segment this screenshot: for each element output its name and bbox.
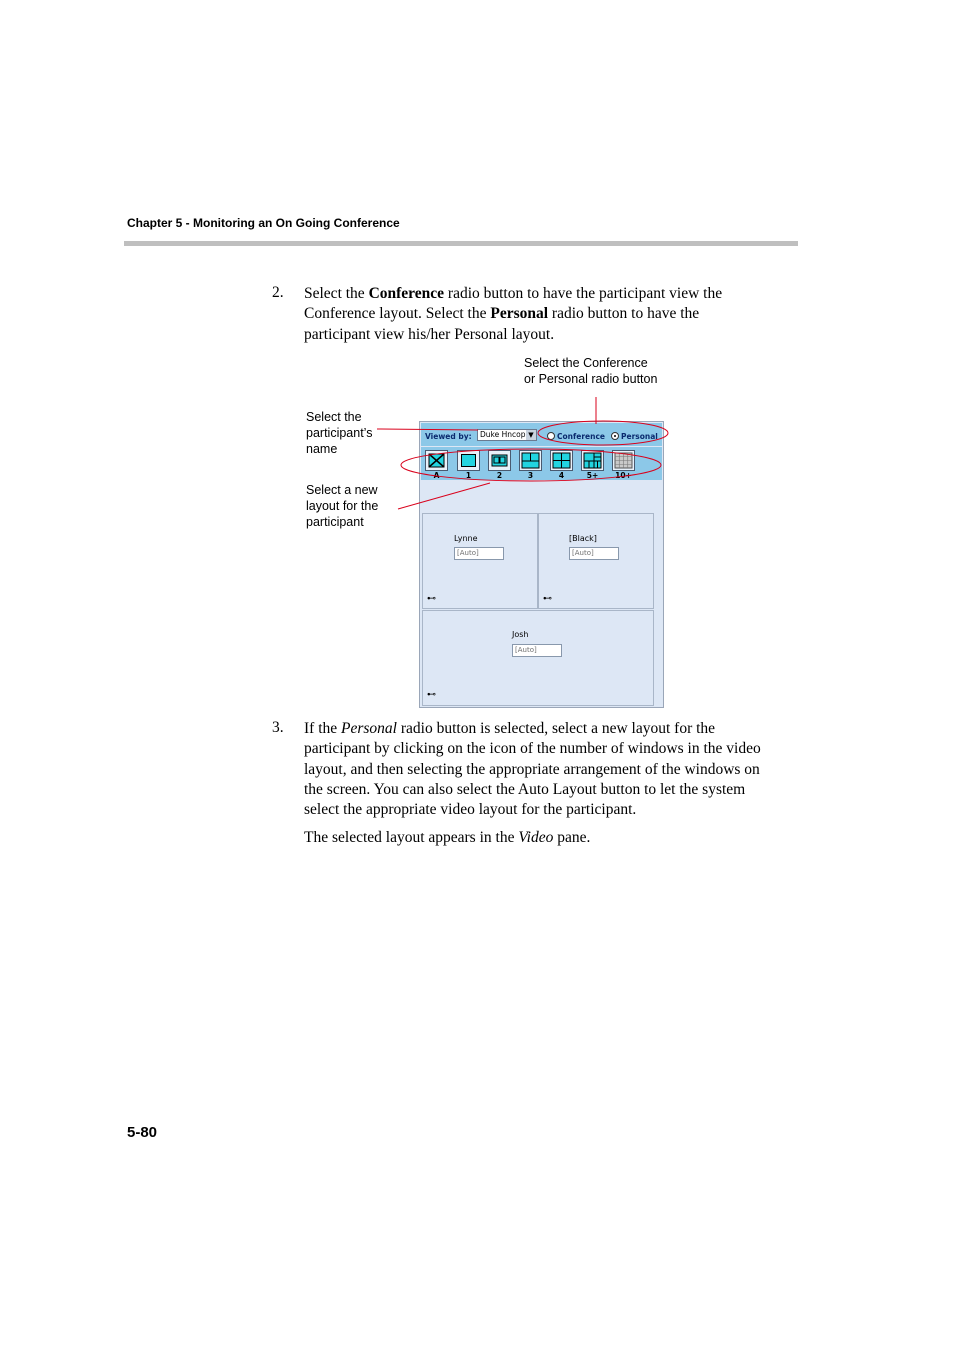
pin-icon[interactable]: ⊷ [543,594,552,604]
annotation-ellipse-radio [538,421,668,445]
step-2-line-3: participant view his/her Personal layout. [304,325,555,343]
step-3-result: The selected layout appears in the Video pane. [304,829,591,846]
pin-icon[interactable]: ⊷ [427,594,436,604]
annotation-line-name [377,429,478,430]
callout-layout: Select a new layout for the participant [306,483,379,529]
step-3-number: 3. [272,719,284,736]
viewed-by-label: Viewed by: [425,432,472,441]
layout-label-1: 1 [465,471,472,480]
pin-icon[interactable]: ⊷ [427,690,436,700]
step-3-text [304,719,761,820]
layout-label-a: A [433,471,440,480]
layout-label-10plus: 10+ [615,471,632,480]
step-2-number: 2. [272,284,284,301]
conference-radio-label: Conference [557,432,606,441]
video-cell-field[interactable]: [Auto] [512,644,562,657]
step-3-line-3: layout, and then selecting the appropriate arrangement of the windows on [304,760,760,778]
step-3-line-5: select the appropriate video layout for the participant. [304,801,637,819]
chevron-down-icon[interactable]: ▼ [526,430,536,440]
annotation-ellipse-layout [401,449,661,481]
layout-label-2: 2 [496,471,503,480]
personal-radio-label: Personal [621,432,658,441]
layout-label-4: 4 [558,471,565,480]
callout-radio: Select the Conference or Personal radio button [524,356,658,386]
annotation-line-layout [398,483,490,509]
layout-label-3: 3 [527,471,534,480]
step-2-line-1: Select the Conference radio button to have the participant view the [304,285,723,302]
chapter-header: Chapter 5 - Monitoring an On Going Conference [127,216,400,230]
layout-label-5plus: 5+ [586,471,599,480]
video-cell-field[interactable]: [Auto] [454,547,504,560]
step-2-line-2: Conference layout. Select the Personal radio button to have the [304,305,700,323]
video-cell-name: [Black] [569,534,597,543]
step-3-line-1: If the Personal radio button is selected, select a new layout for the [304,720,716,737]
video-cell-field[interactable]: [Auto] [569,547,619,560]
page-number: 5-80 [127,1124,158,1141]
participant-select[interactable]: Duke Hncop ▼ [477,429,537,441]
video-cell-name: Lynne [454,534,478,543]
video-cell-name: Josh [512,630,529,639]
callout-participant-name: Select the participant’s name [306,410,373,456]
step-3-line-4: the screen. You can also select the Auto Layout button to let the system [304,780,746,798]
step-3-line-2: participant by clicking on the icon of the number of windows in the video [304,740,761,758]
